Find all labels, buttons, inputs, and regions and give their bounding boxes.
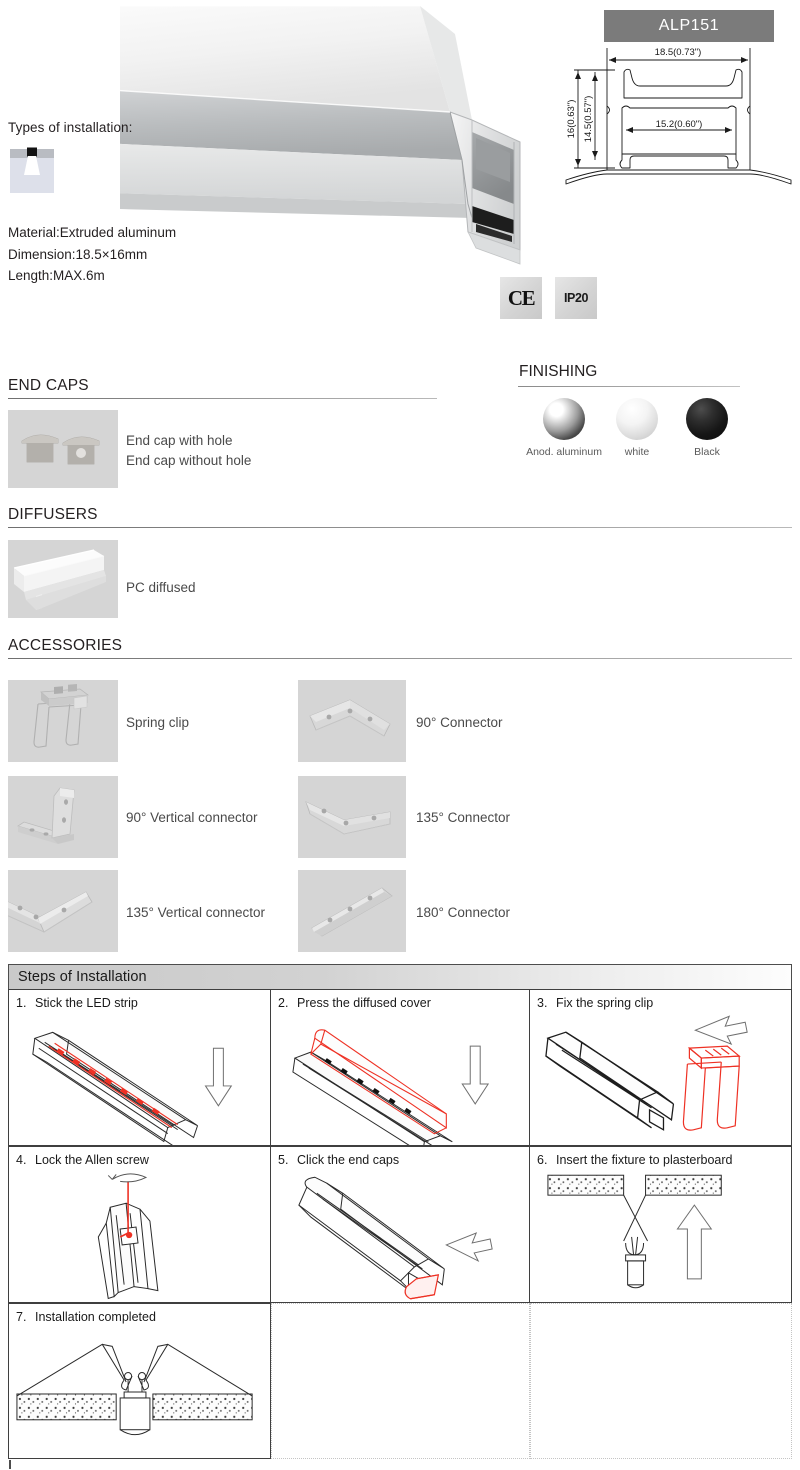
ip-rating-badge (555, 277, 597, 319)
step-7-number: 7. (16, 1310, 27, 1324)
step-6-number: 6. (537, 1153, 548, 1167)
accessories-title: ACCESSORIES (8, 637, 123, 654)
step-cell-6 (530, 1146, 792, 1303)
step-7-label (16, 1310, 156, 1324)
step-2-number: 2. (278, 996, 289, 1010)
step-cell-7 (8, 1303, 271, 1459)
steps-of-installation-table (8, 964, 792, 1460)
step-1-number: 1. (16, 996, 27, 1010)
page-corner-tick (9, 1460, 11, 1469)
product-code-badge (604, 10, 774, 42)
step-3-label (537, 996, 653, 1010)
spec-length: Length:MAX.6m (8, 268, 105, 283)
diffusers-title: DIFFUSERS (8, 506, 98, 523)
ce-mark-badge (500, 277, 542, 319)
step-cell-3 (530, 989, 792, 1146)
step-6-label (537, 1153, 732, 1167)
connector-180-thumbnail (298, 870, 406, 952)
step-cell-5 (271, 1146, 530, 1303)
end-cap-with-hole-label: End cap with hole (126, 433, 233, 448)
connector-90-thumbnail (298, 680, 406, 762)
dim-width-top: 18.5(0.73") (654, 47, 702, 58)
dim-height-outer: 16(0.63") (566, 99, 577, 139)
step-2-art (271, 1010, 529, 1146)
step-7-art (9, 1324, 270, 1459)
step-4-label (16, 1153, 149, 1167)
step-1-art (9, 1010, 270, 1146)
step-1-text: Stick the LED strip (35, 996, 138, 1010)
spring-clip-art (8, 680, 118, 762)
finish-swatch-white (616, 398, 658, 440)
step-3-number: 3. (537, 996, 548, 1010)
ce-mark-label: CE (507, 285, 535, 310)
spec-dimension: Dimension:18.5×16mm (8, 246, 148, 262)
connector-180-label: 180° Connector (416, 905, 510, 920)
step-cell-1 (8, 989, 271, 1146)
diffusers-rule (8, 527, 792, 528)
step-5-art (271, 1167, 529, 1303)
step-4-art (9, 1167, 270, 1303)
step-6-text: Insert the fixture to plasterboard (556, 1153, 733, 1167)
step-1-label (16, 996, 138, 1010)
step-5-label (278, 1153, 399, 1167)
step-5-text: Click the end caps (297, 1153, 400, 1167)
spec-material: Material:Extruded aluminum (8, 225, 177, 240)
connector-135-art (298, 776, 406, 858)
dim-width-inner: 15.2(0.60") (655, 119, 703, 130)
steps-title: Steps of Installation (18, 969, 147, 985)
step-6-art (530, 1167, 791, 1303)
connector-90-vertical-thumbnail (8, 776, 118, 858)
connector-90-art (298, 680, 406, 762)
connector-180-art (298, 870, 406, 952)
finish-label-anodized: Anod. aluminum (526, 446, 602, 458)
step-7-text: Installation completed (35, 1310, 156, 1324)
accessories-rule (8, 658, 792, 659)
connector-90-vertical-label: 90° Vertical connector (126, 810, 258, 825)
install-types-label: Types of installation: (8, 120, 133, 135)
connector-90-label: 90° Connector (416, 715, 503, 730)
finishing-rule (518, 386, 740, 387)
spring-clip-label: Spring clip (126, 715, 190, 730)
product-photo (120, 0, 590, 292)
step-3-art (530, 1010, 791, 1146)
pc-diffuser-art (8, 540, 118, 618)
step-2-text: Press the diffused cover (297, 996, 431, 1010)
end-cap-without-hole-label: End cap without hole (126, 453, 252, 468)
pc-diffused-label: PC diffused (126, 580, 196, 595)
ip-rating-label: IP20 (563, 291, 589, 305)
end-cap-art (8, 410, 118, 488)
connector-135-thumbnail (298, 776, 406, 858)
connector-135-label: 135° Connector (416, 810, 510, 825)
certification-badges (500, 277, 597, 319)
step-cell-empty-1 (271, 1303, 530, 1459)
dim-height-inner: 14.5(0.57") (583, 95, 594, 143)
finish-swatch-anodized (543, 398, 585, 440)
finishing-title: FINISHING (519, 363, 598, 380)
connector-135-vertical-label: 135° Vertical connector (126, 905, 265, 920)
spring-clip-thumbnail (8, 680, 118, 762)
finish-label-black: Black (694, 446, 720, 458)
spec-list (8, 222, 176, 287)
end-caps-rule (8, 398, 437, 399)
finish-label-white: white (624, 446, 650, 458)
technical-drawing (560, 42, 796, 202)
step-5-number: 5. (278, 1153, 289, 1167)
finish-swatch-black (686, 398, 728, 440)
steps-header (8, 964, 792, 989)
recessed-install-icon (8, 145, 56, 197)
connector-135-vertical-thumbnail (8, 870, 118, 952)
connector-135-vertical-art (8, 870, 118, 952)
step-cell-2 (271, 989, 530, 1146)
diffuser-thumbnail (8, 540, 118, 618)
steps-grid (8, 989, 792, 1459)
step-3-text: Fix the spring clip (556, 996, 654, 1010)
product-code: ALP151 (658, 17, 720, 34)
step-2-label (278, 996, 431, 1010)
step-cell-4 (8, 1146, 271, 1303)
step-4-text: Lock the Allen screw (35, 1153, 149, 1167)
step-4-number: 4. (16, 1153, 27, 1167)
hero-section (0, 0, 800, 340)
step-cell-empty-2 (530, 1303, 792, 1459)
connector-90-vertical-art (8, 776, 118, 858)
end-cap-thumbnail (8, 410, 118, 488)
end-cap-labels (126, 431, 251, 471)
end-caps-title: END CAPS (8, 377, 89, 394)
